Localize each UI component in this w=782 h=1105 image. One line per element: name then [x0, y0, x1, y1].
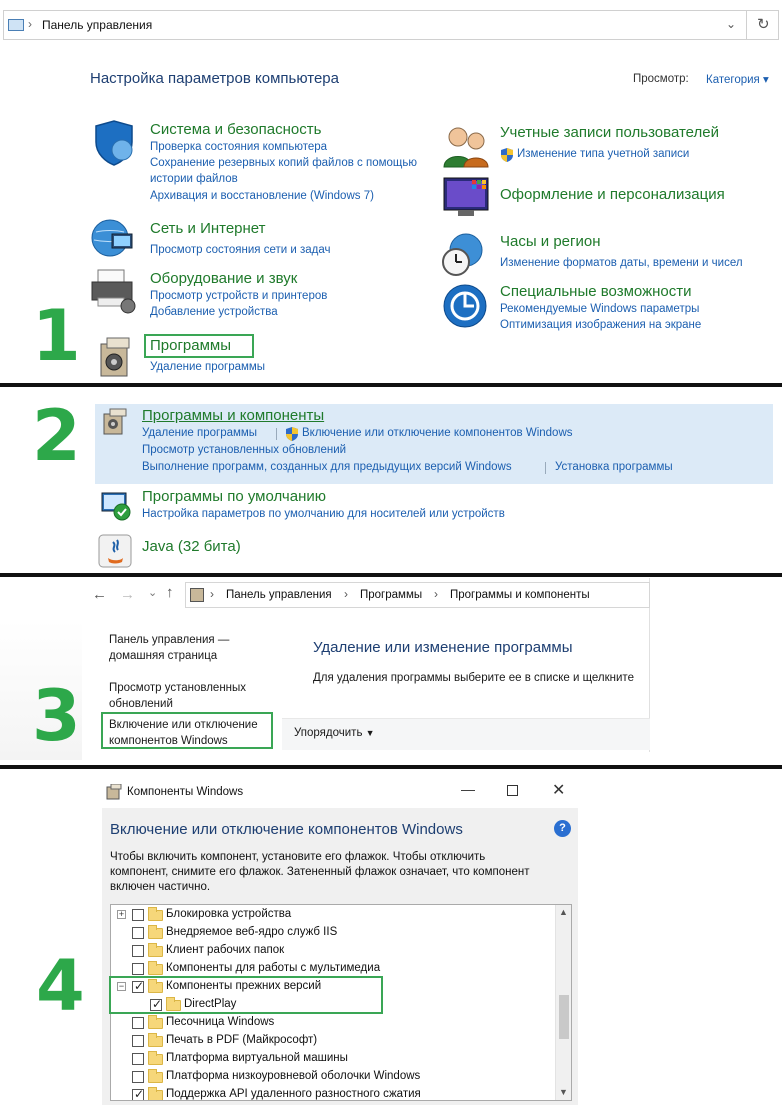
link-divider	[545, 462, 546, 474]
step-number-3: 3	[32, 675, 81, 757]
tree-item-label: Платформа низкоуровневой оболочки Windows	[166, 1070, 421, 1082]
dialog-heading: Включение или отключение компонентов Windows	[110, 821, 463, 838]
page-title: Настройка параметров компьютера	[90, 70, 339, 87]
checkbox[interactable]	[132, 1053, 144, 1065]
scroll-down-icon[interactable]: ▼	[559, 1087, 568, 1097]
category-appearance-title[interactable]: Оформление и персонализация	[500, 186, 725, 203]
programs-features-icon	[102, 408, 128, 436]
shield-icon	[92, 120, 136, 166]
link-backup-restore[interactable]: Архивация и восстановление (Windows 7)	[150, 190, 374, 202]
clock-globe-icon	[440, 232, 488, 278]
folder-icon	[148, 946, 163, 957]
scroll-thumb[interactable]	[559, 995, 569, 1039]
network-globe-icon	[90, 216, 136, 260]
link-install-program[interactable]: Установка программы	[555, 461, 673, 473]
checkbox[interactable]	[132, 963, 144, 975]
folder-icon	[148, 1072, 163, 1083]
tree-item-label: Клиент рабочих папок	[166, 944, 285, 956]
step-number-2: 2	[32, 395, 81, 477]
link-optimize-display[interactable]: Оптимизация изображения на экране	[500, 319, 702, 331]
programs-small-icon	[190, 588, 204, 602]
sidebar-updates-line2: обновлений	[109, 698, 173, 710]
link-date-formats[interactable]: Изменение форматов даты, времени и чисел	[500, 257, 743, 269]
link-devices-printers[interactable]: Просмотр устройств и принтеров	[150, 290, 328, 302]
category-accounts-title[interactable]: Учетные записи пользователей	[500, 124, 719, 141]
legacy-components-highlight-box	[109, 976, 383, 1014]
category-programs-title[interactable]: Программы	[150, 337, 232, 354]
tree-item-label: DirectPlay	[184, 998, 237, 1010]
java-icon	[98, 534, 132, 568]
tree-item-label: Платформа виртуальной машины	[166, 1052, 348, 1064]
java-title[interactable]: Java (32 бита)	[142, 538, 241, 555]
category-network-title[interactable]: Сеть и Интернет	[150, 220, 266, 237]
link-uninstall-program[interactable]: Удаление программы	[150, 361, 266, 373]
programs-icon	[97, 336, 135, 380]
checkbox[interactable]	[132, 1017, 144, 1029]
checkbox[interactable]	[132, 1071, 144, 1083]
checkbox[interactable]	[132, 1089, 144, 1101]
main-description: Для удаления программы выберите ее в списке и щелкните	[313, 672, 634, 684]
link-compat-programs[interactable]: Выполнение программ, созданных для предыдущих версий Windows	[142, 461, 512, 473]
step-number-4: 4	[36, 945, 85, 1027]
divider	[746, 11, 747, 39]
default-programs-title[interactable]: Программы по умолчанию	[142, 488, 326, 505]
checkbox[interactable]	[132, 927, 144, 939]
accessibility-icon	[442, 283, 488, 329]
tree-item-label: Песочница Windows	[166, 1016, 275, 1028]
folder-icon	[148, 928, 163, 939]
refresh-icon[interactable]: ↻	[757, 16, 770, 33]
scroll-up-icon[interactable]: ▲	[559, 907, 568, 917]
link-network-status[interactable]: Просмотр состояния сети и задач	[150, 244, 331, 256]
tree-item-label: Печать в PDF (Майкрософт)	[166, 1034, 318, 1046]
chevron-down-icon: ▼	[365, 728, 375, 738]
separator-3	[0, 765, 782, 769]
organize-button[interactable]: Упорядочить ▼	[294, 727, 375, 739]
category-access-title[interactable]: Специальные возможности	[500, 283, 692, 300]
printer-icon	[90, 268, 138, 314]
link-uninstall-program-2[interactable]: Удаление программы	[142, 427, 258, 439]
separator-1	[0, 383, 782, 387]
link-divider	[276, 428, 277, 440]
dialog-description	[110, 850, 529, 895]
tree-item-label: Компоненты для работы с мультимедиа	[166, 962, 381, 974]
tree-item[interactable]	[111, 1050, 555, 1068]
breadcrumb-item[interactable]: Панель управления	[226, 589, 332, 601]
step-number-1: 1	[32, 295, 81, 377]
breadcrumb-item[interactable]: Программы	[360, 589, 423, 601]
link-recommended-settings[interactable]: Рекомендуемые Windows параметры	[500, 303, 700, 315]
programs-features-title[interactable]: Программы и компоненты	[142, 407, 325, 424]
link-windows-features[interactable]: Включение или отключение компонентов Windows	[302, 427, 573, 439]
folder-icon	[148, 1018, 163, 1029]
tree-item[interactable]	[111, 906, 555, 924]
address-bar[interactable]	[3, 10, 779, 40]
minimize-button[interactable]: —	[461, 781, 475, 797]
sidebar-home-link[interactable]	[109, 632, 229, 664]
sidebar-windows-features-link[interactable]	[109, 717, 258, 749]
help-icon[interactable]: ?	[554, 820, 571, 837]
checkbox[interactable]	[132, 909, 144, 921]
tree-item[interactable]	[111, 1032, 555, 1050]
link-file-history-2[interactable]: истории файлов	[150, 173, 238, 185]
link-change-account-type[interactable]: Изменение типа учетной записи	[517, 148, 690, 160]
uac-shield-icon	[500, 148, 514, 162]
tree-item[interactable]	[111, 942, 555, 960]
description-line: Чтобы включить компонент, установите его флажок. Чтобы отключить	[110, 851, 486, 863]
tree-item-label: Блокировка устройства	[166, 908, 292, 920]
chevron-right-icon: ›	[344, 587, 348, 601]
category-hardware-title[interactable]: Оборудование и звук	[150, 270, 298, 287]
users-icon	[442, 125, 490, 169]
link-default-settings[interactable]: Настройка параметров по умолчанию для носителей или устройств	[142, 508, 505, 520]
close-button[interactable]: ✕	[552, 782, 566, 799]
separator-2	[0, 573, 782, 577]
dropdown-icon[interactable]: ⌄	[726, 17, 737, 31]
description-line: компонент, снимите его флажок. Затененный флажок означает, что компонент	[110, 866, 530, 878]
checkbox[interactable]	[132, 1035, 144, 1047]
recent-dropdown-icon[interactable]: ⌄	[148, 587, 158, 599]
link-add-device[interactable]: Добавление устройства	[150, 306, 278, 318]
main-title: Удаление или изменение программы	[313, 639, 573, 656]
back-icon[interactable]: ←	[92, 586, 107, 603]
breadcrumb[interactable]	[185, 582, 650, 608]
tree-item[interactable]	[111, 1086, 555, 1101]
category-security-title[interactable]: Система и безопасность	[150, 121, 322, 138]
tree-item-label: Внедряемое веб-ядро служб IIS	[166, 926, 338, 938]
tree-item[interactable]	[111, 924, 555, 942]
tree-item[interactable]	[111, 1014, 555, 1032]
chevron-right-icon: ›	[434, 587, 438, 601]
up-icon[interactable]: ↑	[166, 584, 174, 601]
breadcrumb-item[interactable]: Программы и компоненты	[450, 589, 590, 601]
sidebar-home-line2: домашняя страница	[109, 650, 218, 662]
view-dropdown[interactable]: Категория ▾	[706, 74, 769, 86]
link-file-history[interactable]: Сохранение резервных копий файлов с помощью	[150, 157, 417, 169]
expand-icon[interactable]: +	[118, 909, 125, 919]
scrollbar[interactable]	[555, 905, 571, 1100]
maximize-button[interactable]	[507, 785, 518, 796]
control-panel-icon	[8, 19, 24, 31]
uac-shield-icon	[285, 427, 299, 441]
folder-icon	[148, 964, 163, 975]
address-text: Панель управления	[42, 18, 153, 32]
window-app-icon	[106, 784, 122, 800]
window-title: Компоненты Windows	[127, 786, 244, 798]
tree-item-label: Поддержка API удаленного разностного сжатия	[166, 1088, 421, 1100]
chevron-right-icon: ›	[28, 17, 32, 31]
sidebar-updates-link[interactable]	[109, 680, 246, 712]
collapse-icon[interactable]: −	[118, 981, 125, 991]
checkbox[interactable]	[132, 945, 144, 957]
folder-icon	[148, 1090, 163, 1101]
folder-icon	[148, 1036, 163, 1047]
link-check-status[interactable]: Проверка состояния компьютера	[150, 141, 328, 153]
sidebar-home-line1: Панель управления —	[109, 634, 230, 646]
description-line: включен частично.	[110, 881, 211, 893]
folder-icon	[148, 1054, 163, 1065]
folder-icon	[148, 910, 163, 921]
tree-item[interactable]	[111, 1068, 555, 1086]
tree-item-label: Компоненты прежних версий	[166, 980, 322, 992]
link-installed-updates[interactable]: Просмотр установленных обновлений	[142, 444, 347, 456]
personalization-icon	[442, 174, 490, 220]
category-clock-title[interactable]: Часы и регион	[500, 233, 601, 250]
forward-icon[interactable]: →	[120, 586, 135, 603]
sidebar-features-line1: Включение или отключение	[109, 719, 258, 731]
view-label: Просмотр:	[633, 73, 689, 85]
sidebar-updates-line1: Просмотр установленных	[109, 682, 247, 694]
sidebar-features-line2: компонентов Windows	[109, 735, 228, 747]
default-programs-icon	[101, 491, 131, 521]
chevron-right-icon: ›	[210, 587, 214, 601]
